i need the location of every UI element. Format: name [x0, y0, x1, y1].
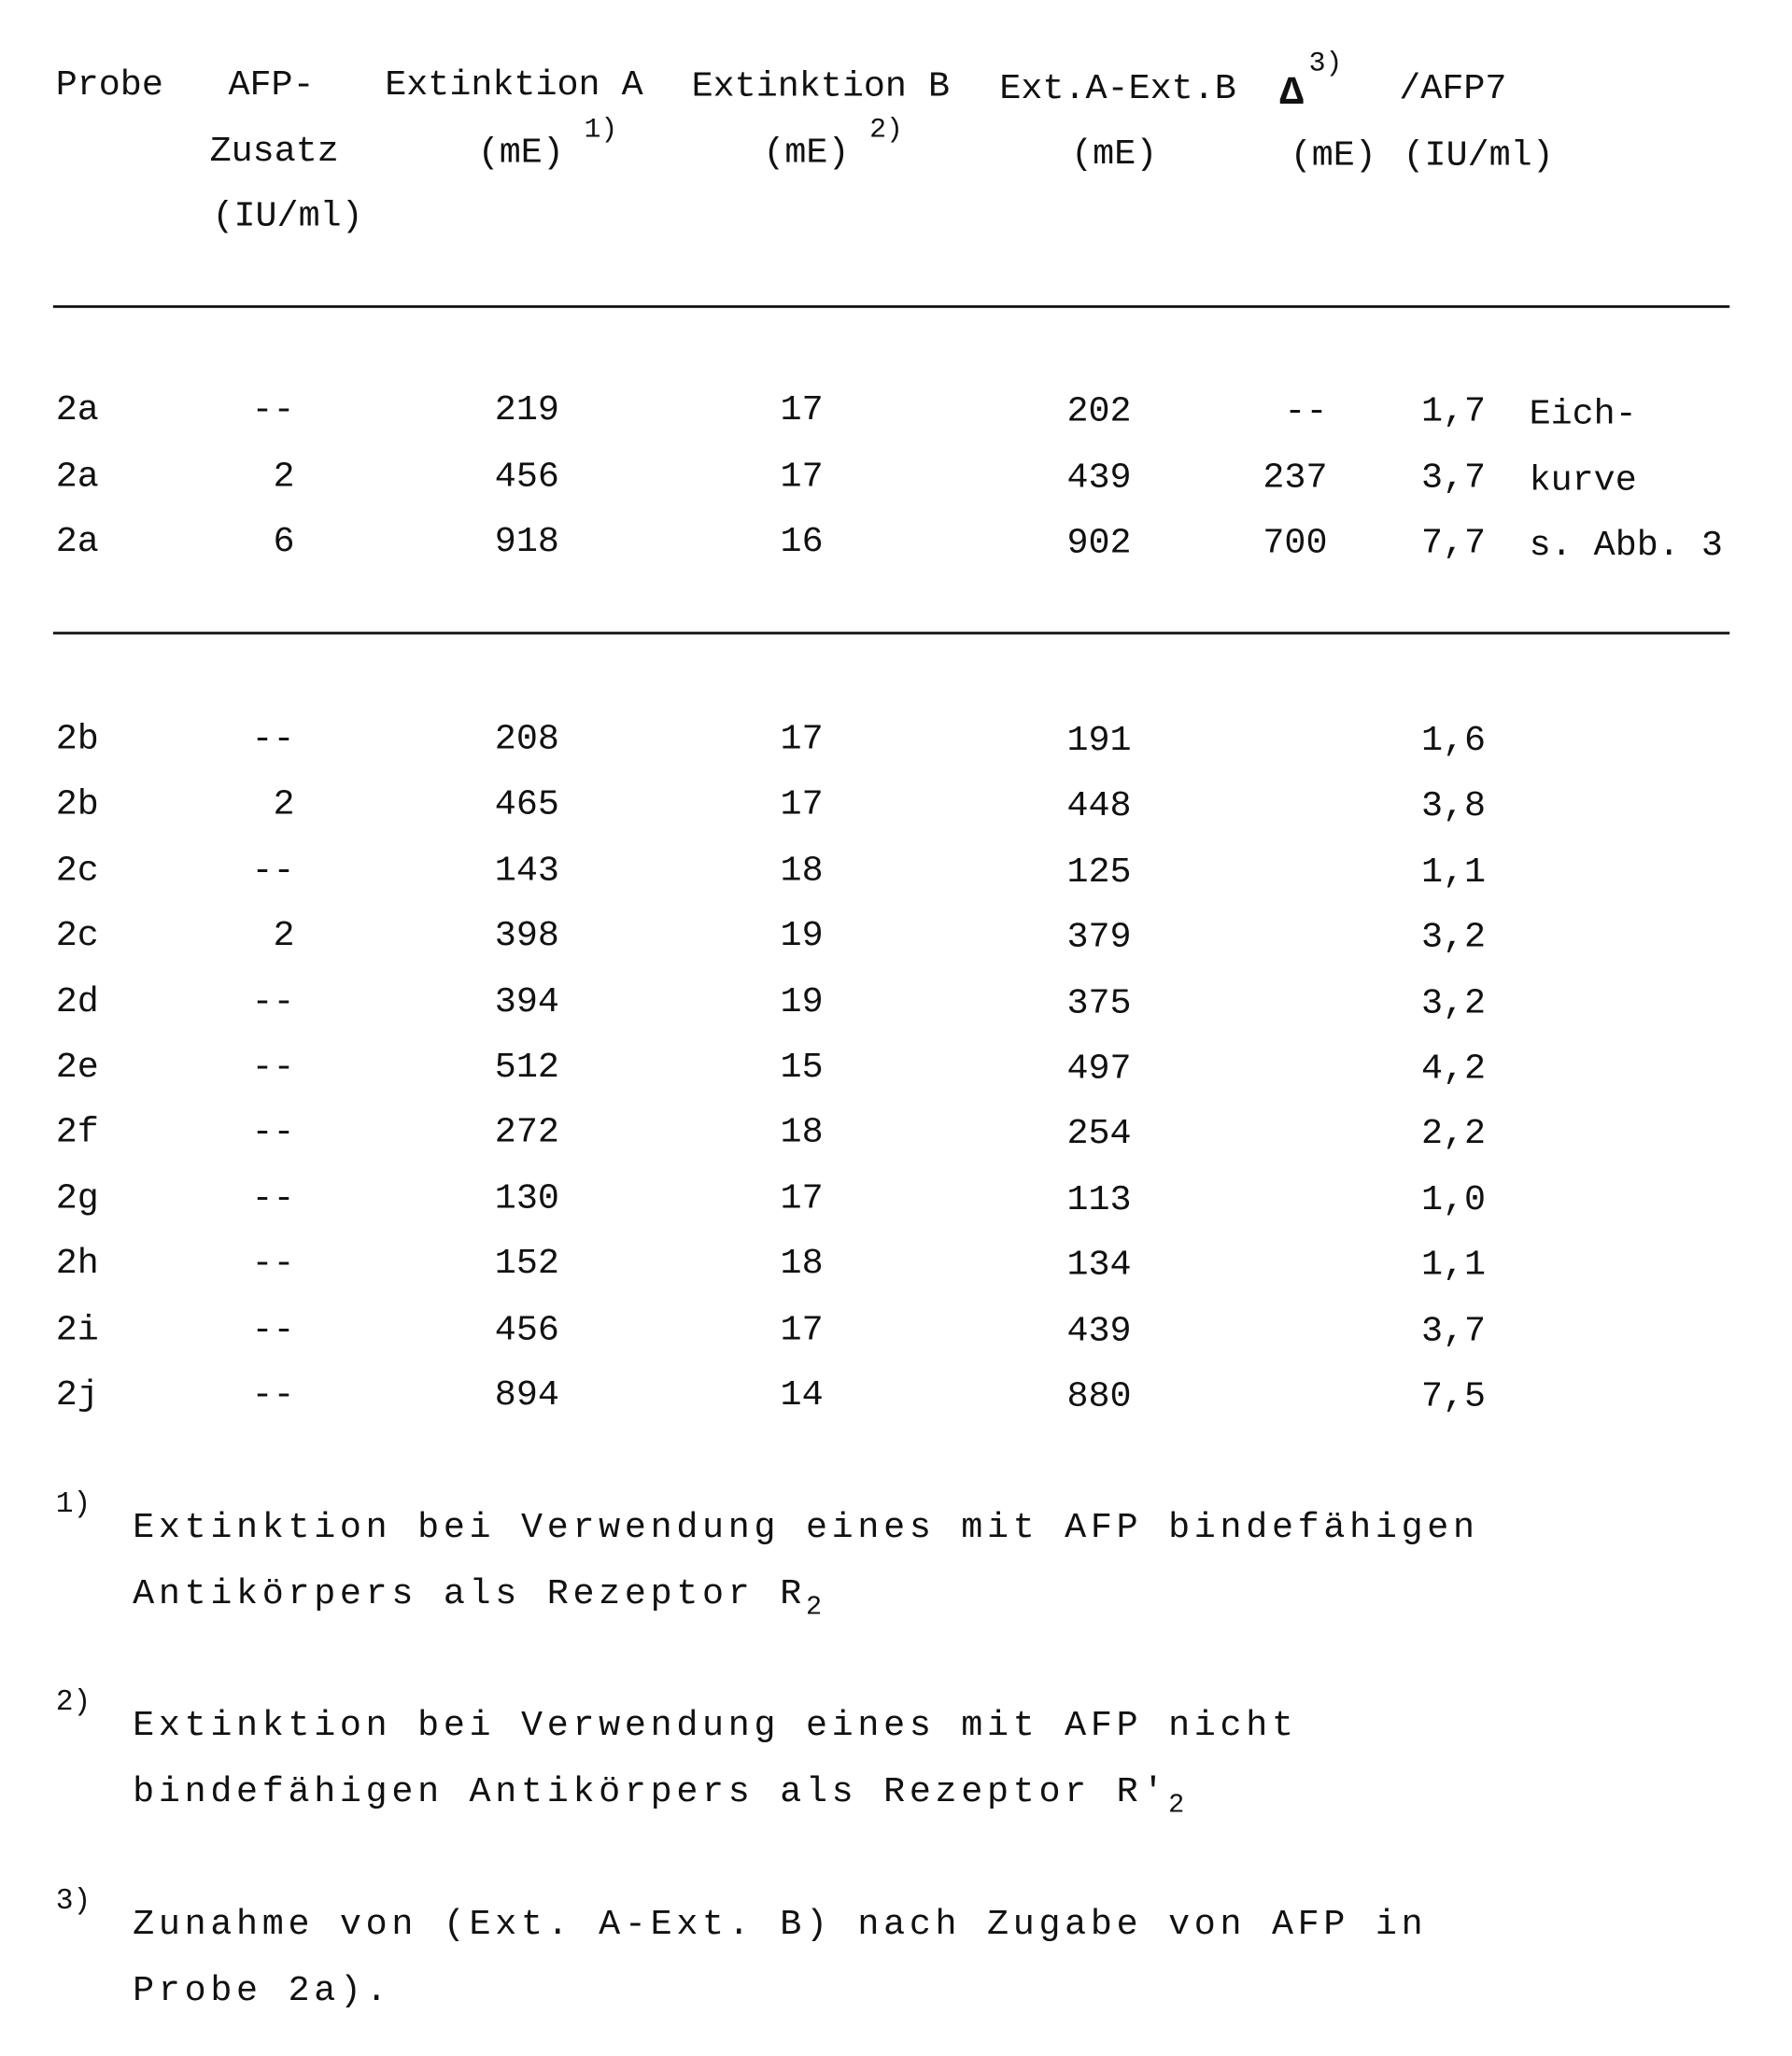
footnote-line: Extinktion bei Verwendung eines mit AFP nicht: [133, 1710, 1298, 1745]
subscript: 2: [806, 1593, 822, 1624]
cell-probe: 2a: [56, 394, 99, 430]
cell-diff: 439: [1066, 461, 1131, 497]
header-delta-unit: (mE): [1291, 139, 1376, 175]
footnote-number: 3): [56, 1887, 92, 1916]
cell-ext-b: 18: [781, 854, 824, 890]
cell-afp-zusatz: --: [252, 724, 295, 759]
cell-probe: 2b: [56, 724, 99, 759]
header-divider: [53, 305, 1729, 308]
cell-ext-a: 219: [495, 394, 559, 430]
footnote-ref-2: 2): [869, 117, 903, 145]
cell-afp: 7,5: [1421, 1380, 1486, 1415]
cell-diff: 254: [1066, 1118, 1131, 1153]
cell-afp: 1,6: [1421, 725, 1486, 760]
cell-diff: 439: [1066, 1315, 1131, 1350]
cell-probe: 2h: [56, 1247, 99, 1283]
cell-diff: 448: [1066, 790, 1131, 825]
cell-probe: 2b: [56, 789, 99, 824]
cell-delta: 700: [1263, 527, 1327, 562]
cell-ext-b: 19: [781, 986, 824, 1021]
cell-afp-zusatz: --: [252, 1379, 295, 1415]
cell-ext-a: 398: [495, 920, 559, 955]
cell-afp: 1,0: [1421, 1184, 1486, 1219]
calibration-note-2: kurve: [1530, 465, 1637, 500]
cell-afp-zusatz: 2: [274, 920, 295, 955]
calibration-note-3: s. Abb. 3: [1530, 529, 1723, 565]
cell-diff: 497: [1066, 1052, 1131, 1088]
header-afp: /AFP7: [1399, 73, 1506, 108]
delta-symbol: Δ: [1279, 75, 1304, 115]
group-divider: [53, 632, 1729, 635]
cell-ext-b: 19: [781, 920, 824, 955]
cell-afp: 3,2: [1421, 987, 1486, 1022]
cell-afp-zusatz: --: [252, 394, 295, 430]
cell-diff: 191: [1066, 725, 1131, 760]
cell-delta: --: [1284, 396, 1327, 431]
header-afp-zusatz-3: (IU/ml): [212, 201, 362, 236]
cell-ext-a: 130: [495, 1182, 559, 1218]
header-afp-zusatz-1: AFP-: [228, 69, 314, 105]
cell-probe: 2g: [56, 1182, 99, 1218]
calibration-note-1: Eich-: [1530, 398, 1637, 433]
header-diff-unit: (mE): [1071, 138, 1157, 174]
cell-ext-a: 394: [495, 986, 559, 1021]
cell-afp-zusatz: --: [252, 986, 295, 1021]
cell-diff: 202: [1066, 396, 1131, 431]
cell-diff: 375: [1066, 987, 1131, 1022]
cell-ext-b: 16: [781, 526, 824, 561]
cell-ext-b: 17: [781, 394, 824, 430]
header-probe: Probe: [56, 69, 163, 105]
cell-ext-a: 894: [495, 1379, 559, 1415]
cell-afp-zusatz: --: [252, 1182, 295, 1218]
cell-probe: 2f: [56, 1117, 99, 1152]
cell-afp-zusatz: --: [252, 1247, 295, 1283]
cell-afp: 4,2: [1421, 1052, 1486, 1088]
document-page: [0, 0, 1792, 2056]
cell-ext-b: 18: [781, 1117, 824, 1152]
header-afp-unit: (IU/ml): [1404, 139, 1554, 175]
cell-afp: 7,7: [1421, 527, 1486, 562]
cell-afp-zusatz: --: [252, 1051, 295, 1087]
cell-afp-zusatz: --: [252, 1314, 295, 1349]
cell-ext-a: 143: [495, 854, 559, 890]
cell-probe: 2e: [56, 1051, 99, 1087]
footnote-line: Zunahme von (Ext. A-Ext. B) nach Zugabe von AFP in: [133, 1908, 1427, 1944]
footnote-number: 1): [56, 1490, 92, 1519]
cell-afp-zusatz: 2: [274, 789, 295, 824]
subscript: 2: [1168, 1791, 1184, 1822]
footnote-number: 2): [56, 1688, 92, 1717]
footnote-ref-1: 1): [584, 117, 617, 145]
cell-afp: 3,2: [1421, 922, 1486, 957]
cell-afp: 3,8: [1421, 790, 1486, 825]
header-ext-a-unit: (mE): [478, 136, 564, 172]
cell-afp-zusatz: 2: [274, 460, 295, 496]
cell-diff: 125: [1066, 856, 1131, 892]
cell-probe: 2i: [56, 1314, 99, 1349]
cell-afp: 2,2: [1421, 1118, 1486, 1153]
cell-ext-b: 17: [781, 1182, 824, 1218]
cell-ext-b: 17: [781, 724, 824, 759]
footnote-line: Extinktion bei Verwendung eines mit AFP bindefähigen: [133, 1512, 1479, 1547]
cell-afp: 1,7: [1421, 396, 1486, 431]
cell-probe: 2d: [56, 986, 99, 1021]
cell-ext-b: 14: [781, 1379, 824, 1415]
cell-diff: 134: [1066, 1249, 1131, 1285]
header-diff: Ext.A-Ext.B: [999, 73, 1235, 108]
cell-ext-a: 208: [495, 724, 559, 759]
cell-ext-b: 18: [781, 1247, 824, 1283]
cell-probe: 2c: [56, 920, 99, 955]
cell-probe: 2a: [56, 526, 99, 561]
cell-afp-zusatz: --: [252, 854, 295, 890]
cell-diff: 113: [1066, 1184, 1131, 1219]
cell-afp: 3,7: [1421, 1315, 1486, 1350]
cell-delta: 237: [1263, 461, 1327, 497]
cell-ext-b: 17: [781, 789, 824, 824]
cell-ext-b: 17: [781, 460, 824, 496]
footnote-line: Antikörpers als Rezeptor R2: [133, 1578, 822, 1622]
cell-ext-b: 17: [781, 1314, 824, 1349]
cell-ext-a: 456: [495, 460, 559, 496]
header-ext-b-unit: (mE): [763, 136, 849, 172]
footnote-ref-3: 3): [1309, 50, 1343, 78]
cell-diff: 880: [1066, 1380, 1131, 1415]
cell-probe: 2a: [56, 460, 99, 496]
cell-afp-zusatz: --: [252, 1117, 295, 1152]
footnote-line: Probe 2a).: [133, 1975, 391, 2010]
cell-afp: 1,1: [1421, 1249, 1486, 1285]
cell-ext-b: 15: [781, 1051, 824, 1087]
header-ext-a: Extinktion A: [385, 69, 642, 105]
cell-ext-a: 465: [495, 789, 559, 824]
cell-ext-a: 272: [495, 1117, 559, 1152]
cell-probe: 2j: [56, 1379, 99, 1415]
cell-afp: 1,1: [1421, 856, 1486, 892]
cell-afp-zusatz: 6: [274, 526, 295, 561]
cell-ext-a: 512: [495, 1051, 559, 1087]
cell-diff: 379: [1066, 922, 1131, 957]
header-afp-zusatz-2: Zusatz: [210, 135, 339, 171]
cell-ext-a: 456: [495, 1314, 559, 1349]
cell-ext-a: 918: [495, 526, 559, 561]
cell-diff: 902: [1066, 527, 1131, 562]
header-ext-b: Extinktion B: [692, 70, 950, 106]
cell-afp: 3,7: [1421, 461, 1486, 497]
footnote-line: bindefähigen Antikörpers als Rezeptor R'2: [133, 1776, 1184, 1820]
cell-probe: 2c: [56, 854, 99, 890]
cell-ext-a: 152: [495, 1247, 559, 1283]
